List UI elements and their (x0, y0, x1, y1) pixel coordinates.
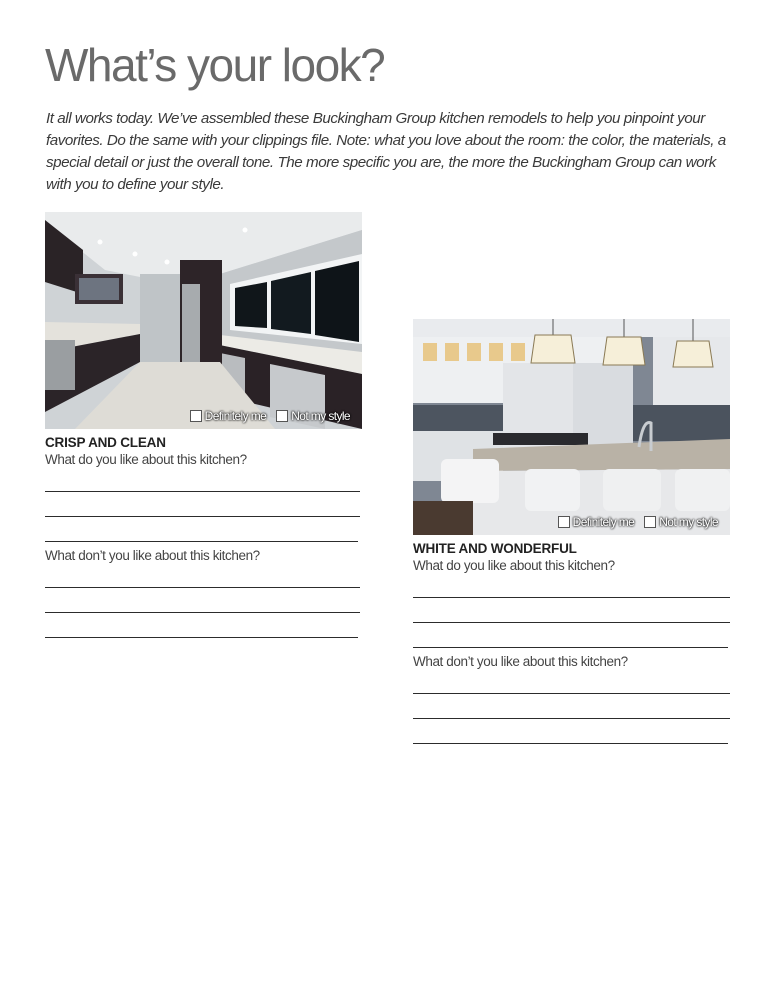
definitely-me-label: Definitely me (572, 515, 635, 529)
checkbox-square-icon (276, 410, 288, 422)
kitchen-card-crisp (45, 212, 362, 638)
intro-paragraph: It all works today. We’ve assembled these Buckingham Group kitchen remodels to help you pinpoint your favorites. Do the same with your clippings file. Note: what you love about the room: the color, the materials, a special detail or just the overall tone. The more specific you are, the more the Buckingham Group can work with you to define your style. (46, 110, 726, 193)
answer-line[interactable] (45, 612, 360, 613)
answer-line[interactable] (45, 637, 358, 638)
like-question-white: What do you like about this kitchen? (413, 558, 615, 573)
answer-line[interactable] (45, 587, 360, 588)
answer-line[interactable] (413, 622, 730, 623)
definitely-me-label: Definitely me (204, 409, 267, 423)
checkbox-square-icon (558, 516, 570, 528)
kitchen-card-white (413, 319, 730, 744)
kitchen-photo-crisp (45, 212, 362, 429)
answer-line[interactable] (45, 541, 358, 542)
answer-line[interactable] (413, 718, 730, 719)
definitely-me-checkbox-crisp[interactable] (190, 409, 267, 423)
kitchen-name-white: WHITE AND WONDERFUL (413, 541, 577, 556)
not-my-style-checkbox-white[interactable] (644, 515, 718, 529)
page-title: What’s your look? (45, 39, 385, 91)
answer-line[interactable] (413, 693, 730, 694)
answer-line[interactable] (45, 491, 360, 492)
checkbox-square-icon (190, 410, 202, 422)
checkbox-square-icon (644, 516, 656, 528)
answer-line[interactable] (413, 743, 728, 744)
answer-line[interactable] (413, 597, 730, 598)
like-question-crisp: What do you like about this kitchen? (45, 452, 247, 467)
not-my-style-checkbox-crisp[interactable] (276, 409, 350, 423)
answer-line[interactable] (413, 647, 728, 648)
definitely-me-checkbox-white[interactable] (558, 515, 635, 529)
kitchen-photo-white (413, 319, 730, 535)
kitchen-name-crisp: CRISP AND CLEAN (45, 435, 166, 450)
not-my-style-label: Not my style (291, 409, 350, 423)
answer-line[interactable] (45, 516, 360, 517)
not-my-style-label: Not my style (659, 515, 718, 529)
dislike-question-crisp: What don’t you like about this kitchen? (45, 548, 260, 563)
dislike-question-white: What don’t you like about this kitchen? (413, 654, 628, 669)
